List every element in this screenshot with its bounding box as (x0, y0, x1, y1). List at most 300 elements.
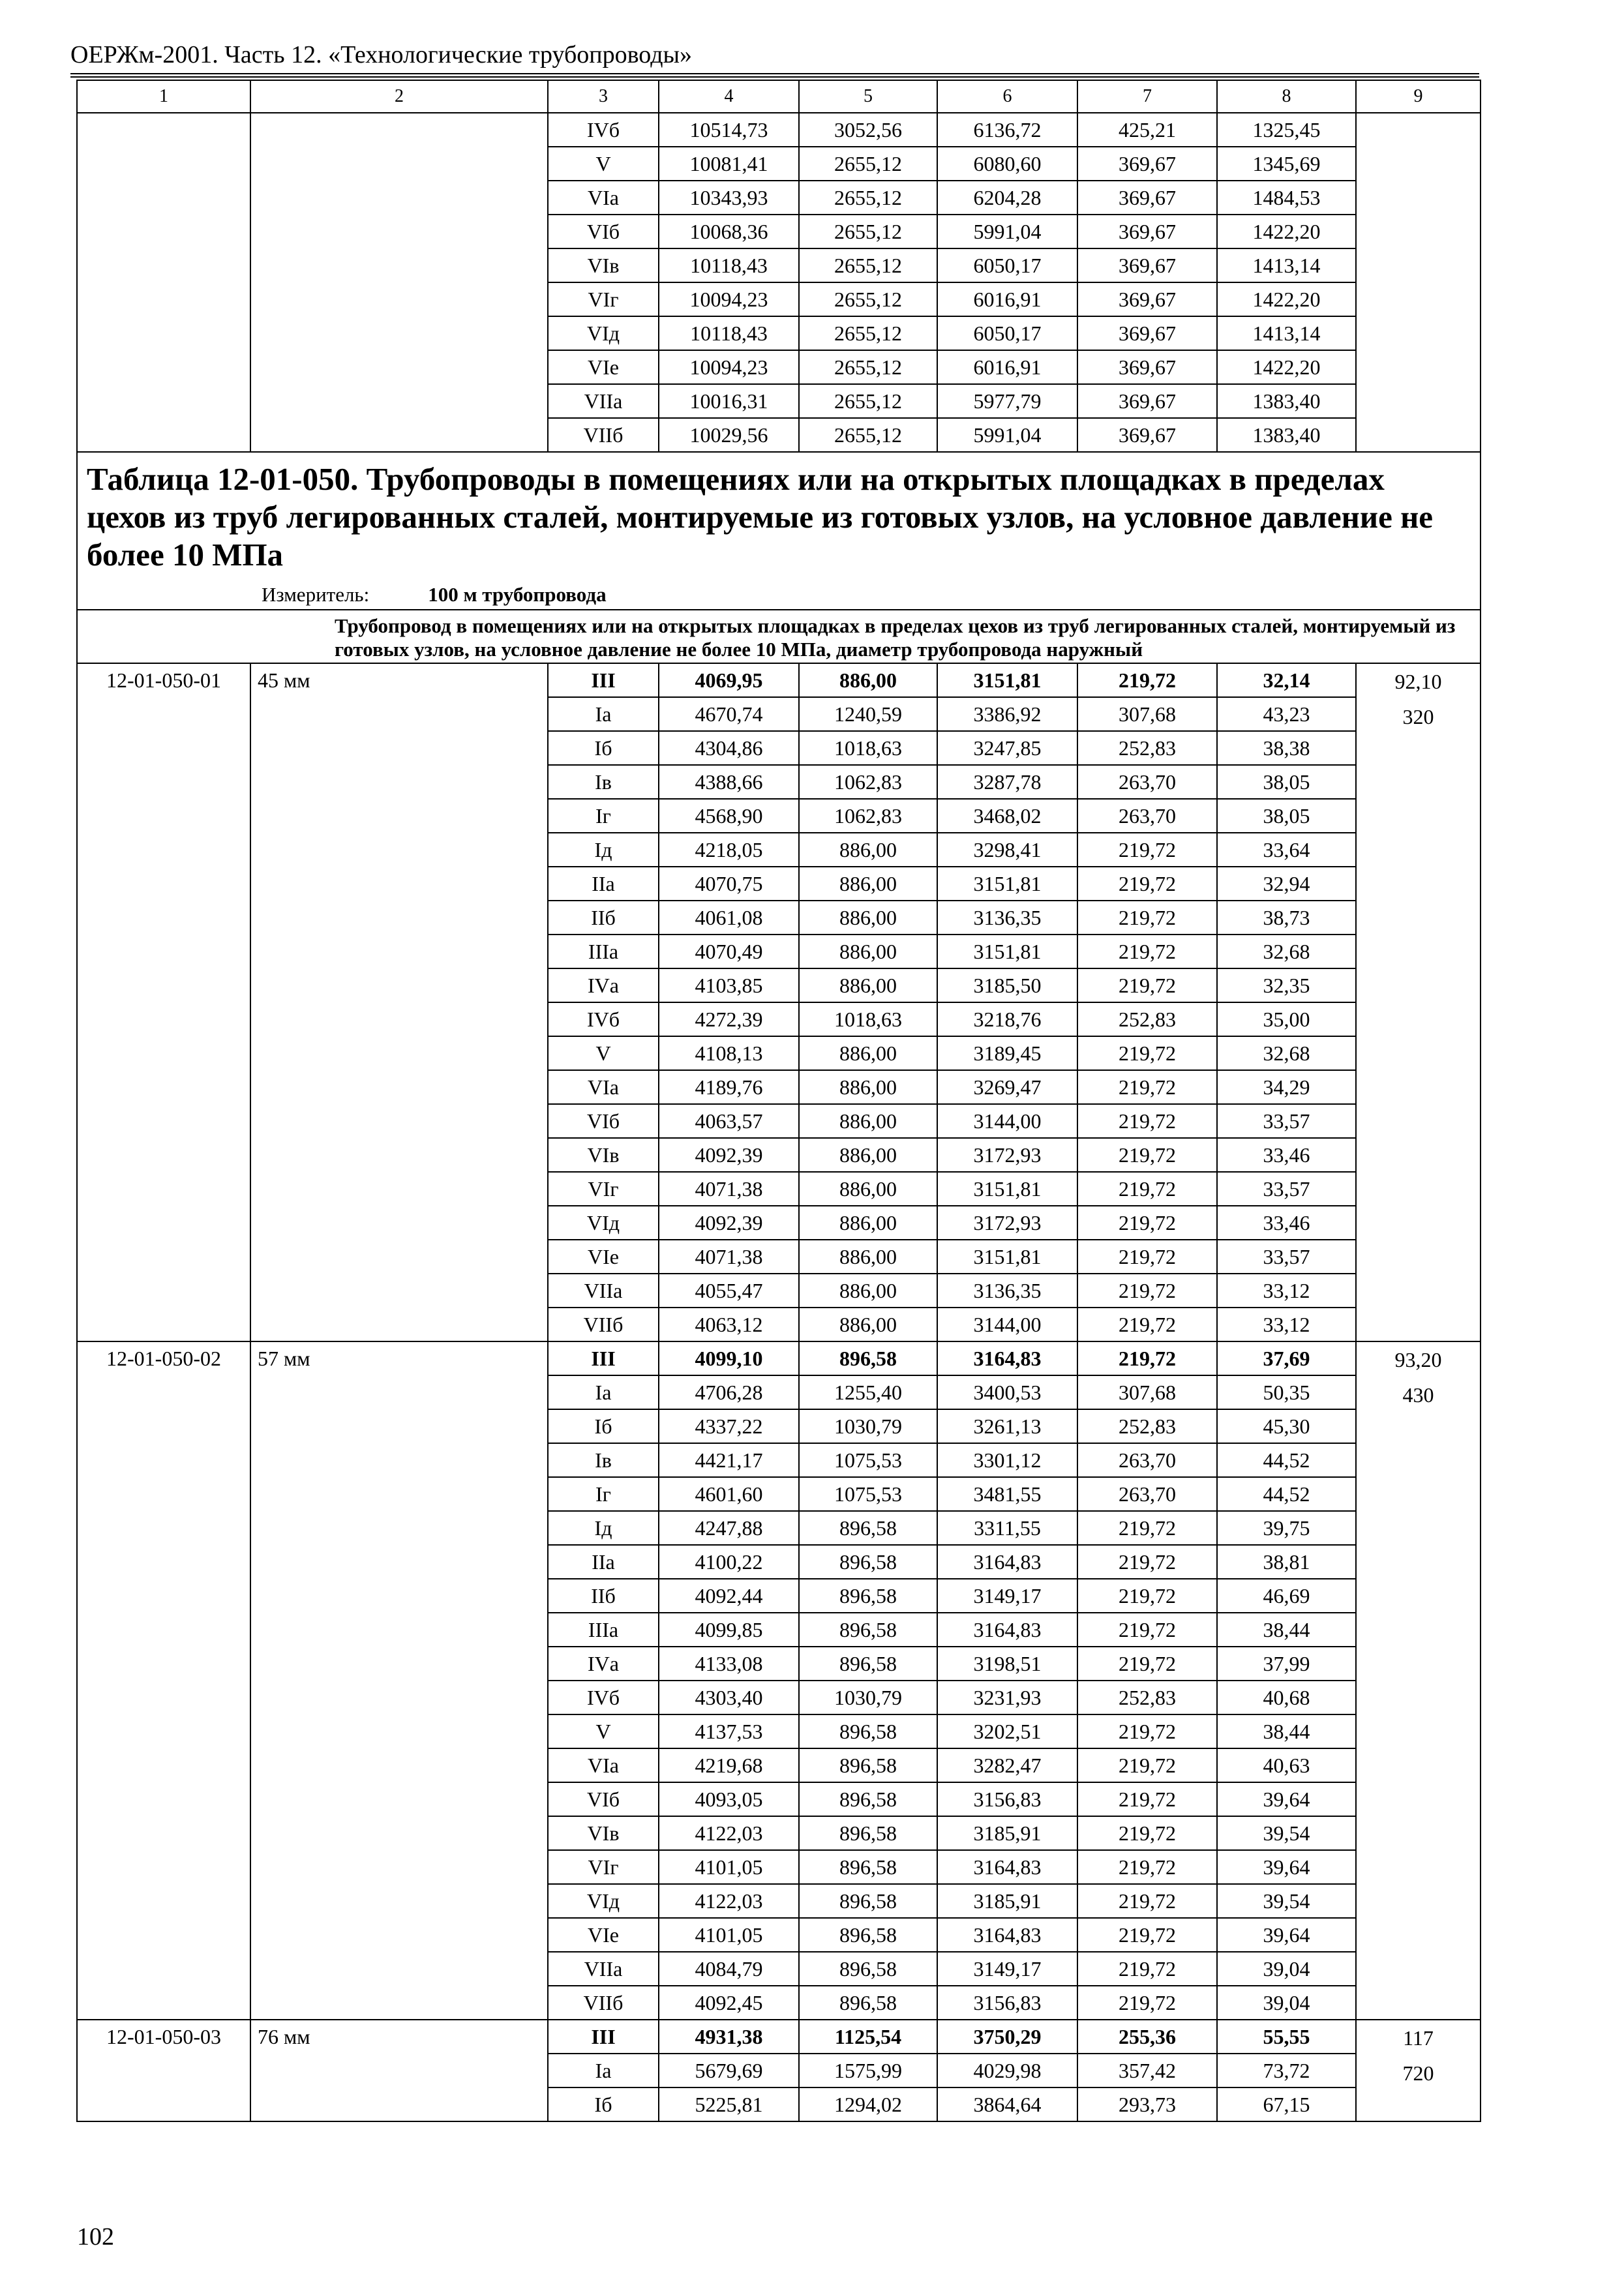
value-cell: 219,72 (1077, 935, 1217, 968)
value-cell: 1325,45 (1217, 113, 1356, 147)
value-cell: 1240,59 (799, 697, 937, 731)
value-cell: 39,04 (1217, 1986, 1356, 2020)
measure-value: 100 м трубопровода (428, 583, 607, 606)
resource-class-cell: IIа (548, 1545, 659, 1579)
value-cell: 33,57 (1217, 1240, 1356, 1274)
resource-class-cell: IVб (548, 1681, 659, 1714)
resource-class-cell: VIг (548, 282, 659, 316)
pipe-diameter: 76 мм (250, 2020, 548, 2121)
resource-class-cell: Iд (548, 1511, 659, 1545)
value-cell: 3287,78 (937, 765, 1077, 799)
value-cell: 3282,47 (937, 1748, 1077, 1782)
resource-class-cell: Iб (548, 731, 659, 765)
value-cell: 369,67 (1077, 384, 1217, 418)
value-cell: 896,58 (799, 1341, 937, 1375)
value-cell: 45,30 (1217, 1409, 1356, 1443)
value-cell: 4388,66 (659, 765, 799, 799)
value-cell: 896,58 (799, 1647, 937, 1681)
value-cell: 219,72 (1077, 1613, 1217, 1647)
value-cell: 3164,83 (937, 1918, 1077, 1952)
value-cell: 39,64 (1217, 1782, 1356, 1816)
value-cell: 67,15 (1217, 2087, 1356, 2121)
value-cell: 2655,12 (799, 350, 937, 384)
value-cell: 4931,38 (659, 2020, 799, 2054)
column-number: 7 (1077, 80, 1217, 113)
rate-code: 12-01-050-03 (77, 2020, 250, 2121)
value-cell: 1062,83 (799, 799, 937, 833)
value-cell: 39,64 (1217, 1850, 1356, 1884)
value-cell: 219,72 (1077, 663, 1217, 697)
value-cell: 896,58 (799, 1816, 937, 1850)
value-cell: 2655,12 (799, 181, 937, 215)
value-cell: 255,36 (1077, 2020, 1217, 2054)
value-cell: 219,72 (1077, 1952, 1217, 1986)
resource-class-cell: IVа (548, 1647, 659, 1681)
value-cell: 307,68 (1077, 697, 1217, 731)
value-cell: 896,58 (799, 1579, 937, 1613)
value-cell: 3149,17 (937, 1579, 1077, 1613)
value-cell: 4247,88 (659, 1511, 799, 1545)
column-number-row (77, 80, 1481, 113)
column-number: 9 (1356, 80, 1481, 113)
column-number: 8 (1217, 80, 1356, 113)
value-cell: 44,52 (1217, 1477, 1356, 1511)
value-cell: 37,69 (1217, 1341, 1356, 1375)
value-cell: 1018,63 (799, 731, 937, 765)
tail-values-cell (1356, 2020, 1481, 2121)
value-cell: 4092,44 (659, 1579, 799, 1613)
value-cell: 1075,53 (799, 1477, 937, 1511)
table-row (77, 663, 1481, 697)
value-cell: 4099,10 (659, 1341, 799, 1375)
value-cell: 219,72 (1077, 1341, 1217, 1375)
value-cell: 4303,40 (659, 1681, 799, 1714)
value-cell: 5977,79 (937, 384, 1077, 418)
value-cell: 38,38 (1217, 731, 1356, 765)
value-cell: 5991,04 (937, 418, 1077, 452)
value-cell: 4272,39 (659, 1002, 799, 1036)
value-cell: 886,00 (799, 935, 937, 968)
value-cell: 4099,85 (659, 1613, 799, 1647)
table-title: Таблица 12-01-050. Трубопроводы в помещениях или на открытых площадках в пределах цехов из труб легированных сталей, монтируемые из готовых узлов, на условное давление не более 10 МПа (87, 461, 1434, 573)
value-cell: 886,00 (799, 1274, 937, 1308)
resource-class-cell: VIб (548, 1782, 659, 1816)
value-cell: 3151,81 (937, 663, 1077, 697)
value-cell: 219,72 (1077, 1850, 1217, 1884)
value-cell: 3400,53 (937, 1375, 1077, 1409)
rate-code: 12-01-050-01 (77, 663, 250, 1341)
value-cell: 1075,53 (799, 1443, 937, 1477)
value-cell: 252,83 (1077, 1409, 1217, 1443)
resource-class-cell: Iв (548, 765, 659, 799)
resource-class-cell: Iб (548, 1409, 659, 1443)
value-cell: 219,72 (1077, 833, 1217, 867)
page-number: 102 (77, 2223, 114, 2251)
value-cell: 219,72 (1077, 1647, 1217, 1681)
value-cell: 1125,54 (799, 2020, 937, 2054)
value-cell: 3136,35 (937, 1274, 1077, 1308)
value-cell: 886,00 (799, 1138, 937, 1172)
value-cell: 4337,22 (659, 1409, 799, 1443)
value-cell: 10118,43 (659, 248, 799, 282)
value-cell: 34,29 (1217, 1070, 1356, 1104)
value-cell: 4189,76 (659, 1070, 799, 1104)
measure-line (87, 580, 1471, 609)
value-cell: 10016,31 (659, 384, 799, 418)
value-cell: 3156,83 (937, 1986, 1077, 2020)
value-cell: 219,72 (1077, 1308, 1217, 1341)
value-cell: 33,57 (1217, 1104, 1356, 1138)
value-cell: 4568,90 (659, 799, 799, 833)
value-cell: 219,72 (1077, 901, 1217, 935)
value-cell: 3269,47 (937, 1070, 1077, 1104)
resource-class-cell: IIIа (548, 1613, 659, 1647)
value-cell: 1345,69 (1217, 147, 1356, 181)
value-cell: 4137,53 (659, 1714, 799, 1748)
resource-class-cell: VIб (548, 215, 659, 248)
header-rule-secondary (70, 76, 1479, 78)
description-text: Трубопровод в помещениях или на открытых площадках в пределах цехов из труб легированных сталей, монтируемый из готовых узлов, на условное давление не более 10 МПа, диаметр трубопровода наружный (77, 610, 1481, 663)
value-cell: 39,75 (1217, 1511, 1356, 1545)
resource-class-cell: VIIа (548, 1274, 659, 1308)
value-cell: 1383,40 (1217, 384, 1356, 418)
resource-class-cell: VIг (548, 1850, 659, 1884)
value-cell: 3185,91 (937, 1816, 1077, 1850)
value-cell: 369,67 (1077, 282, 1217, 316)
value-cell: 219,72 (1077, 1816, 1217, 1850)
value-cell: 369,67 (1077, 418, 1217, 452)
value-cell: 10094,23 (659, 350, 799, 384)
value-cell: 10081,41 (659, 147, 799, 181)
value-cell: 886,00 (799, 1206, 937, 1240)
value-cell: 10068,36 (659, 215, 799, 248)
value-cell: 4071,38 (659, 1172, 799, 1206)
resource-class-cell: V (548, 1036, 659, 1070)
measure-label: Измеритель: (262, 583, 370, 606)
value-cell: 32,68 (1217, 935, 1356, 968)
value-cell: 39,54 (1217, 1884, 1356, 1918)
value-cell: 219,72 (1077, 1240, 1217, 1274)
table-title-cell (77, 452, 1481, 610)
value-cell: 1018,63 (799, 1002, 937, 1036)
value-cell: 219,72 (1077, 867, 1217, 901)
value-cell: 10118,43 (659, 316, 799, 350)
value-cell: 4101,05 (659, 1918, 799, 1952)
value-cell: 3144,00 (937, 1308, 1077, 1341)
value-cell: 369,67 (1077, 215, 1217, 248)
value-cell: 3136,35 (937, 901, 1077, 935)
value-cell: 10029,56 (659, 418, 799, 452)
value-cell: 2655,12 (799, 282, 937, 316)
value-cell: 886,00 (799, 1070, 937, 1104)
value-cell: 886,00 (799, 867, 937, 901)
tail-value: 93,20 (1394, 1348, 1442, 1371)
value-cell: 263,70 (1077, 1477, 1217, 1511)
pipe-diameter: 57 мм (250, 1341, 548, 2020)
resource-class-cell: III (548, 663, 659, 697)
value-cell: 1422,20 (1217, 350, 1356, 384)
column-number: 4 (659, 80, 799, 113)
resource-class-cell: Iа (548, 1375, 659, 1409)
value-cell: 4070,75 (659, 867, 799, 901)
resource-class-cell: VIг (548, 1172, 659, 1206)
value-cell: 32,14 (1217, 663, 1356, 697)
value-cell: 2655,12 (799, 384, 937, 418)
value-cell: 4103,85 (659, 968, 799, 1002)
value-cell: 1575,99 (799, 2054, 937, 2087)
column-number: 3 (548, 80, 659, 113)
value-cell: 3247,85 (937, 731, 1077, 765)
resource-class-cell: VIд (548, 1206, 659, 1240)
value-cell: 3298,41 (937, 833, 1077, 867)
value-cell: 1255,40 (799, 1375, 937, 1409)
resource-class-cell: IVб (548, 1002, 659, 1036)
value-cell: 886,00 (799, 1308, 937, 1341)
value-cell: 3261,13 (937, 1409, 1077, 1443)
value-cell: 2655,12 (799, 316, 937, 350)
value-cell: 6050,17 (937, 248, 1077, 282)
value-cell: 6136,72 (937, 113, 1077, 147)
value-cell: 896,58 (799, 1714, 937, 1748)
value-cell: 33,12 (1217, 1274, 1356, 1308)
column-number: 1 (77, 80, 250, 113)
value-cell: 38,05 (1217, 799, 1356, 833)
value-cell: 896,58 (799, 1952, 937, 1986)
value-cell: 3864,64 (937, 2087, 1077, 2121)
value-cell: 4093,05 (659, 1782, 799, 1816)
value-cell: 896,58 (799, 1782, 937, 1816)
value-cell: 6080,60 (937, 147, 1077, 181)
resource-class-cell: IVа (548, 968, 659, 1002)
value-cell: 38,05 (1217, 765, 1356, 799)
value-cell: 219,72 (1077, 1206, 1217, 1240)
value-cell: 4101,05 (659, 1850, 799, 1884)
tail-value: 320 (1402, 705, 1434, 728)
value-cell: 219,72 (1077, 1986, 1217, 2020)
rates-table (76, 80, 1481, 2122)
value-cell: 3301,12 (937, 1443, 1077, 1477)
value-cell: 3172,93 (937, 1206, 1077, 1240)
value-cell: 2655,12 (799, 147, 937, 181)
value-cell: 3481,55 (937, 1477, 1077, 1511)
value-cell: 3185,91 (937, 1884, 1077, 1918)
value-cell: 4061,08 (659, 901, 799, 935)
resource-class-cell: Iг (548, 799, 659, 833)
value-cell: 33,12 (1217, 1308, 1356, 1341)
value-cell: 4133,08 (659, 1647, 799, 1681)
value-cell: 263,70 (1077, 799, 1217, 833)
resource-class-cell: VIд (548, 1884, 659, 1918)
description-row (77, 610, 1481, 663)
value-cell: 4421,17 (659, 1443, 799, 1477)
value-cell: 10343,93 (659, 181, 799, 215)
resource-class-cell: IVб (548, 113, 659, 147)
resource-class-cell: Iа (548, 697, 659, 731)
value-cell: 3151,81 (937, 935, 1077, 968)
resource-class-cell: VIа (548, 1748, 659, 1782)
resource-class-cell: VIв (548, 1816, 659, 1850)
value-cell: 4029,98 (937, 2054, 1077, 2087)
value-cell: 219,72 (1077, 1511, 1217, 1545)
resource-class-cell: VIа (548, 1070, 659, 1104)
value-cell: 219,72 (1077, 1036, 1217, 1070)
value-cell: 4601,60 (659, 1477, 799, 1511)
value-cell: 886,00 (799, 1104, 937, 1138)
value-cell: 896,58 (799, 1884, 937, 1918)
value-cell: 2655,12 (799, 418, 937, 452)
value-cell: 55,55 (1217, 2020, 1356, 2054)
resource-class-cell: Iд (548, 833, 659, 867)
value-cell: 219,72 (1077, 1104, 1217, 1138)
value-cell: 252,83 (1077, 1681, 1217, 1714)
resource-class-cell: Iа (548, 2054, 659, 2087)
resource-class-cell: III (548, 2020, 659, 2054)
resource-class-cell: Iб (548, 2087, 659, 2121)
value-cell: 3386,92 (937, 697, 1077, 731)
running-header: ОЕРЖм-2001. Часть 12. «Технологические трубопроводы» (70, 41, 693, 68)
value-cell: 6016,91 (937, 282, 1077, 316)
value-cell: 219,72 (1077, 968, 1217, 1002)
tail-values-cell (1356, 663, 1481, 1341)
value-cell: 896,58 (799, 1986, 937, 2020)
value-cell: 44,52 (1217, 1443, 1356, 1477)
value-cell: 39,04 (1217, 1952, 1356, 1986)
value-cell: 1030,79 (799, 1681, 937, 1714)
value-cell: 896,58 (799, 1918, 937, 1952)
value-cell: 1294,02 (799, 2087, 937, 2121)
value-cell: 3156,83 (937, 1782, 1077, 1816)
value-cell: 3052,56 (799, 113, 937, 147)
value-cell: 3164,83 (937, 1545, 1077, 1579)
resource-class-cell: VIIа (548, 1952, 659, 1986)
value-cell: 369,67 (1077, 181, 1217, 215)
rate-code: 12-01-050-02 (77, 1341, 250, 2020)
value-cell: 219,72 (1077, 1918, 1217, 1952)
value-cell: 293,73 (1077, 2087, 1217, 2121)
value-cell: 2655,12 (799, 215, 937, 248)
value-cell: 38,73 (1217, 901, 1356, 935)
value-cell: 1484,53 (1217, 181, 1356, 215)
value-cell: 10514,73 (659, 113, 799, 147)
value-cell: 4070,49 (659, 935, 799, 968)
resource-class-cell: VIв (548, 1138, 659, 1172)
value-cell: 886,00 (799, 1172, 937, 1206)
resource-class-cell: IIа (548, 867, 659, 901)
value-cell: 1062,83 (799, 765, 937, 799)
value-cell: 32,35 (1217, 968, 1356, 1002)
value-cell: 219,72 (1077, 1070, 1217, 1104)
value-cell: 33,46 (1217, 1206, 1356, 1240)
value-cell: 4706,28 (659, 1375, 799, 1409)
value-cell: 3151,81 (937, 867, 1077, 901)
value-cell: 33,64 (1217, 833, 1356, 867)
resource-class-cell: VIIб (548, 418, 659, 452)
value-cell: 886,00 (799, 1036, 937, 1070)
value-cell: 369,67 (1077, 147, 1217, 181)
value-cell: 3750,29 (937, 2020, 1077, 2054)
value-cell: 3202,51 (937, 1714, 1077, 1748)
value-cell: 263,70 (1077, 1443, 1217, 1477)
value-cell: 5225,81 (659, 2087, 799, 2121)
value-cell: 219,72 (1077, 1274, 1217, 1308)
value-cell: 6204,28 (937, 181, 1077, 215)
resource-class-cell: IIIа (548, 935, 659, 968)
value-cell: 219,72 (1077, 1782, 1217, 1816)
value-cell: 3311,55 (937, 1511, 1077, 1545)
column-number: 2 (250, 80, 548, 113)
resource-class-cell: IIб (548, 1579, 659, 1613)
value-cell: 6016,91 (937, 350, 1077, 384)
value-cell: 2655,12 (799, 248, 937, 282)
value-cell: 252,83 (1077, 731, 1217, 765)
resource-class-cell: VIв (548, 248, 659, 282)
table-row (77, 2020, 1481, 2054)
value-cell: 32,94 (1217, 867, 1356, 901)
value-cell: 40,68 (1217, 1681, 1356, 1714)
value-cell: 357,42 (1077, 2054, 1217, 2087)
diameter-cell (250, 113, 548, 452)
value-cell: 252,83 (1077, 1002, 1217, 1036)
value-cell: 219,72 (1077, 1884, 1217, 1918)
resource-class-cell: VIд (548, 316, 659, 350)
resource-class-cell: VIIб (548, 1308, 659, 1341)
value-cell: 896,58 (799, 1850, 937, 1884)
resource-class-cell: VIе (548, 350, 659, 384)
value-cell: 3164,83 (937, 1613, 1077, 1647)
value-cell: 4304,86 (659, 731, 799, 765)
value-cell: 4100,22 (659, 1545, 799, 1579)
value-cell: 73,72 (1217, 2054, 1356, 2087)
value-cell: 39,54 (1217, 1816, 1356, 1850)
value-cell: 5991,04 (937, 215, 1077, 248)
resource-class-cell: III (548, 1341, 659, 1375)
value-cell: 4122,03 (659, 1816, 799, 1850)
column-number: 5 (799, 80, 937, 113)
value-cell: 4055,47 (659, 1274, 799, 1308)
value-cell: 219,72 (1077, 1545, 1217, 1579)
value-cell: 896,58 (799, 1511, 937, 1545)
value-cell: 369,67 (1077, 350, 1217, 384)
value-cell: 3189,45 (937, 1036, 1077, 1070)
tail-values-cell (1356, 1341, 1481, 2020)
value-cell: 4122,03 (659, 1884, 799, 1918)
value-cell: 4670,74 (659, 697, 799, 731)
value-cell: 886,00 (799, 663, 937, 697)
value-cell: 1413,14 (1217, 248, 1356, 282)
resource-class-cell: VIе (548, 1918, 659, 1952)
value-cell: 4092,39 (659, 1206, 799, 1240)
value-cell: 3468,02 (937, 799, 1077, 833)
value-cell: 1422,20 (1217, 282, 1356, 316)
value-cell: 886,00 (799, 901, 937, 935)
value-cell: 4108,13 (659, 1036, 799, 1070)
value-cell: 40,63 (1217, 1748, 1356, 1782)
tail-value: 117 (1403, 2026, 1434, 2050)
value-cell: 219,72 (1077, 1138, 1217, 1172)
value-cell: 33,46 (1217, 1138, 1356, 1172)
value-cell: 3144,00 (937, 1104, 1077, 1138)
resource-class-cell: Iв (548, 1443, 659, 1477)
resource-class-cell: VIе (548, 1240, 659, 1274)
value-cell: 1413,14 (1217, 316, 1356, 350)
resource-class-cell: V (548, 147, 659, 181)
value-cell: 4084,79 (659, 1952, 799, 1986)
tail-value: 430 (1402, 1383, 1434, 1407)
header-rule (70, 73, 1479, 74)
value-cell: 3218,76 (937, 1002, 1077, 1036)
value-cell: 3151,81 (937, 1240, 1077, 1274)
value-cell: 4092,39 (659, 1138, 799, 1172)
